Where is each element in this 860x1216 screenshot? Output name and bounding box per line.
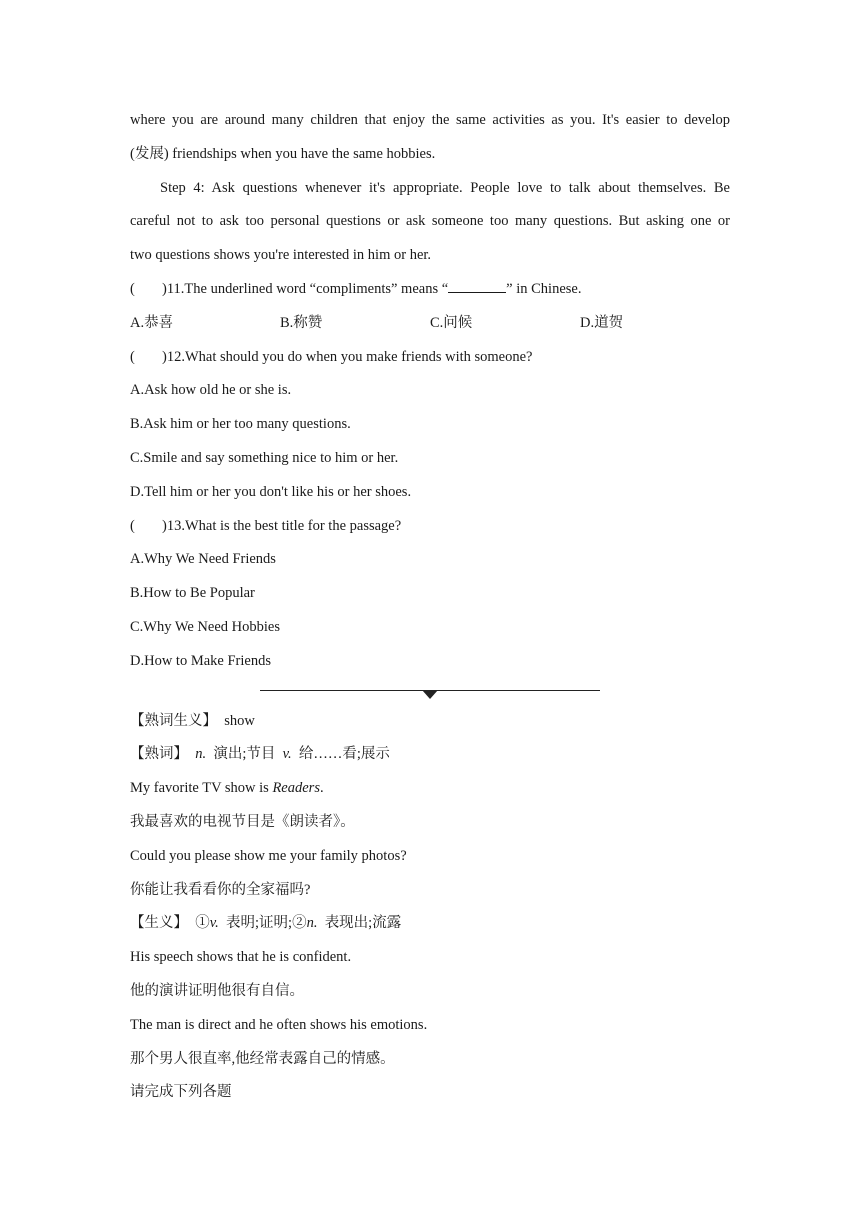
option-d: D.Tell him or her you don't like his or her shoes. [130,483,412,500]
example-sentence-en: Could you please show me your family photos? [130,847,407,864]
example-sentence-en: The man is direct and he often shows his emotions. [130,1016,428,1033]
pos-tag: n. [195,746,207,763]
question-11 [130,273,730,307]
document-page [130,104,730,1110]
vocab-header [130,705,730,739]
option-b: B.How to Be Popular [130,585,255,602]
answer-blank[interactable] [448,277,506,293]
option-c: C.问候 [430,314,473,331]
example-sentence-en [130,772,730,806]
option-c: C.Why We Need Hobbies [130,618,280,635]
question-stem-end: ” in Chinese. [506,280,582,297]
passage-step4-line: Step 4: Ask questions whenever it's appropriate. People love to talk about themselves. Be [160,179,730,196]
familiar-meaning [130,738,730,772]
triangle-down-icon [422,690,438,699]
question-12 [130,341,730,375]
option-d: D.道贺 [580,314,624,331]
question-stem: )13.What is the best title for the passage? [162,517,402,534]
section-divider [130,679,730,705]
definition: 演出;节目 [213,746,276,763]
definition: 表明;证明; [226,915,293,932]
option-a: A.恭喜 [130,314,174,331]
question-stem: )11.The underlined word “compliments” means “ [162,280,449,297]
program-title: Readers [272,780,320,797]
answer-paren[interactable]: ( [130,517,135,534]
definition: 给……看;展示 [298,746,390,763]
option-a: A.Why We Need Friends [130,551,276,568]
passage-line: careful not to ask too personal questions or ask someone too many questions. But asking one or [130,213,730,230]
example-text: My favorite TV show is [130,780,273,797]
example-sentence-zh: 那个男人很直率,他经常表露自己的情感。 [130,1050,395,1067]
option-d: D.How to Make Friends [130,652,271,669]
question-stem: )12.What should you do when you make friends with someone? [162,348,533,365]
example-sentence-zh: 他的演讲证明他很有自信。 [130,982,304,999]
pos-tag: n. [306,915,318,932]
pos-tag: v. [282,746,292,763]
option-a: A.Ask how old he or she is. [130,382,292,399]
answer-paren[interactable]: ( [130,280,135,297]
example-sentence-zh: 我最喜欢的电视节目是《朗读者》。 [130,813,355,830]
passage-line: where you are around many children that enjoy the same activities as you. It's easier to develop [130,112,730,128]
question-13 [130,510,730,544]
pos-tag: v. [209,915,219,932]
passage-line: (发展) friendships when you have the same hobbies. [130,145,436,162]
option-b: B.Ask him or her too many questions. [130,416,351,433]
passage-line: two questions shows you're interested in him or her. [130,247,432,264]
option-b: B.称赞 [280,314,323,331]
new-meaning-label: 【生义】 [130,915,188,932]
definition: 表现出;流露 [324,915,402,932]
example-sentence-en: His speech shows that he is confident. [130,949,352,966]
new-meaning [130,907,730,941]
example-text-end: . [319,780,324,797]
question-11-options [130,307,730,341]
option-c: C.Smile and say something nice to him or her. [130,449,399,466]
example-sentence-zh: 你能让我看看你的全家福吗? [130,881,311,898]
answer-paren[interactable]: ( [130,348,135,365]
vocab-header-word: show [224,712,255,729]
vocab-header-label: 【熟词生义】 [130,712,217,729]
circled-number: ② [292,915,307,932]
instruction-text: 请完成下列各题 [130,1084,232,1101]
familiar-label: 【熟词】 [130,746,188,763]
circled-number: ① [195,915,210,932]
